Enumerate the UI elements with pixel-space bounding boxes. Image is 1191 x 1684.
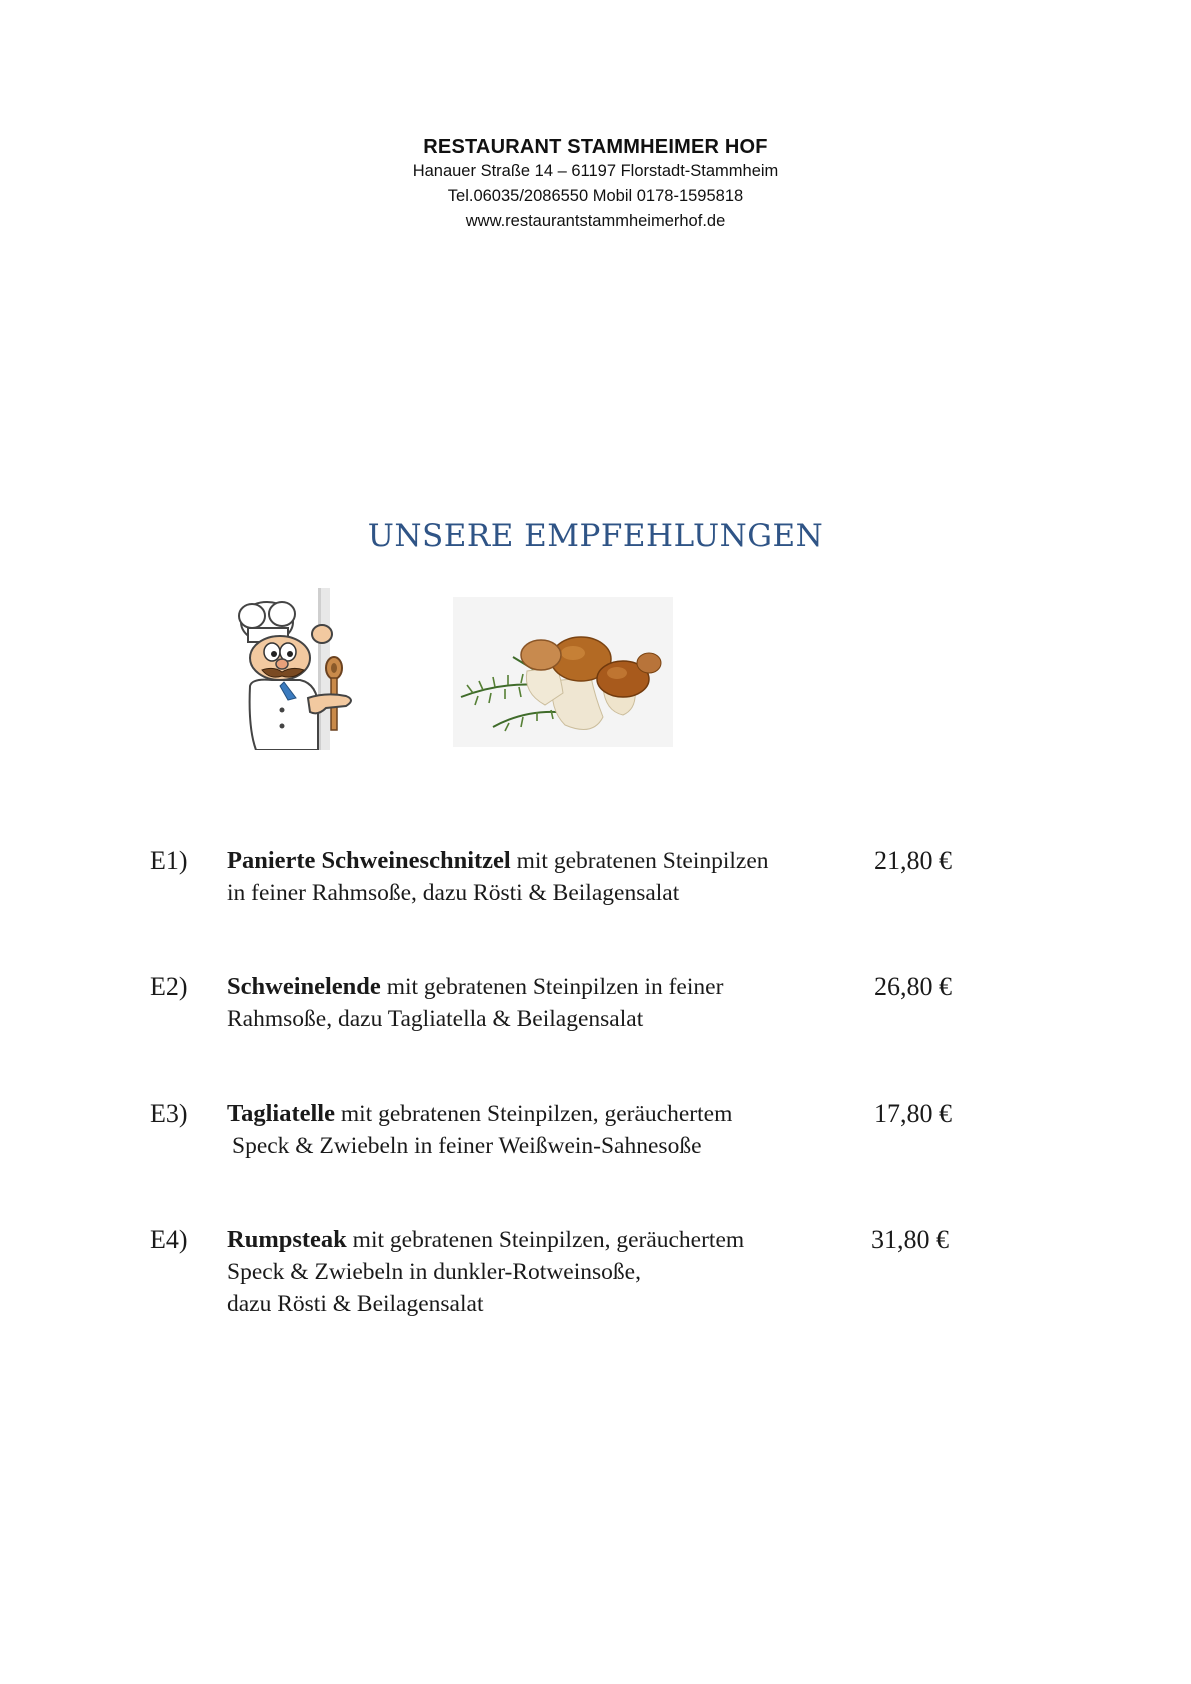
dish-description-line1: mit gebratenen Steinpilzen, geräuchertem [346,1227,745,1253]
item-price: 31,80 € [871,1225,949,1254]
dish-description-line2: in feiner Rahmsoße, dazu Rösti & Beilagensalat [227,880,680,906]
restaurant-header [0,135,1191,234]
restaurant-website[interactable]: www.restaurantstammheimerhof.de [465,212,726,230]
item-description [227,1098,827,1162]
dish-description-line1: mit gebratenen Steinpilzen in feiner [380,974,724,1000]
item-description [227,971,827,1035]
dish-description-line1: mit gebratenen Steinpilzen, geräuchertem [334,1101,733,1127]
restaurant-address: Hanauer Straße 14 – 61197 Florstadt-Stammheim [412,162,779,180]
chef-cartoon-icon [222,588,372,750]
dish-name: Tagliatelle [227,1100,335,1127]
restaurant-name: RESTAURANT STAMMHEIMER HOF [423,136,768,158]
item-description [227,1224,827,1320]
item-price: 21,80 € [874,846,952,875]
dish-description-line1: mit gebratenen Steinpilzen [510,848,769,874]
item-code: E3) [150,1099,188,1128]
item-code: E1) [150,846,188,875]
section-title: UNSERE EMPFEHLUNGEN [367,518,824,554]
item-code: E4) [150,1225,188,1254]
item-price: 17,80 € [874,1099,952,1128]
dish-description-line3: dazu Rösti & Beilagensalat [227,1291,484,1317]
porcini-mushrooms-photo [453,597,673,747]
dish-name: Schweinelende [227,973,381,1000]
dish-name: Panierte Schweineschnitzel [227,847,511,874]
dish-description-line2: Speck & Zwiebeln in feiner Weißwein-Sahnesoße [232,1133,702,1159]
restaurant-phone: Tel.06035/2086550 Mobil 0178-1595818 [447,187,744,205]
dish-name: Rumpsteak [227,1226,347,1253]
item-price: 26,80 € [874,972,952,1001]
item-code: E2) [150,972,188,1001]
dish-description-line2: Rahmsoße, dazu Tagliatella & Beilagensalat [227,1006,644,1032]
item-description [227,845,827,909]
dish-description-line2: Speck & Zwiebeln in dunkler-Rotweinsoße, [227,1259,641,1285]
